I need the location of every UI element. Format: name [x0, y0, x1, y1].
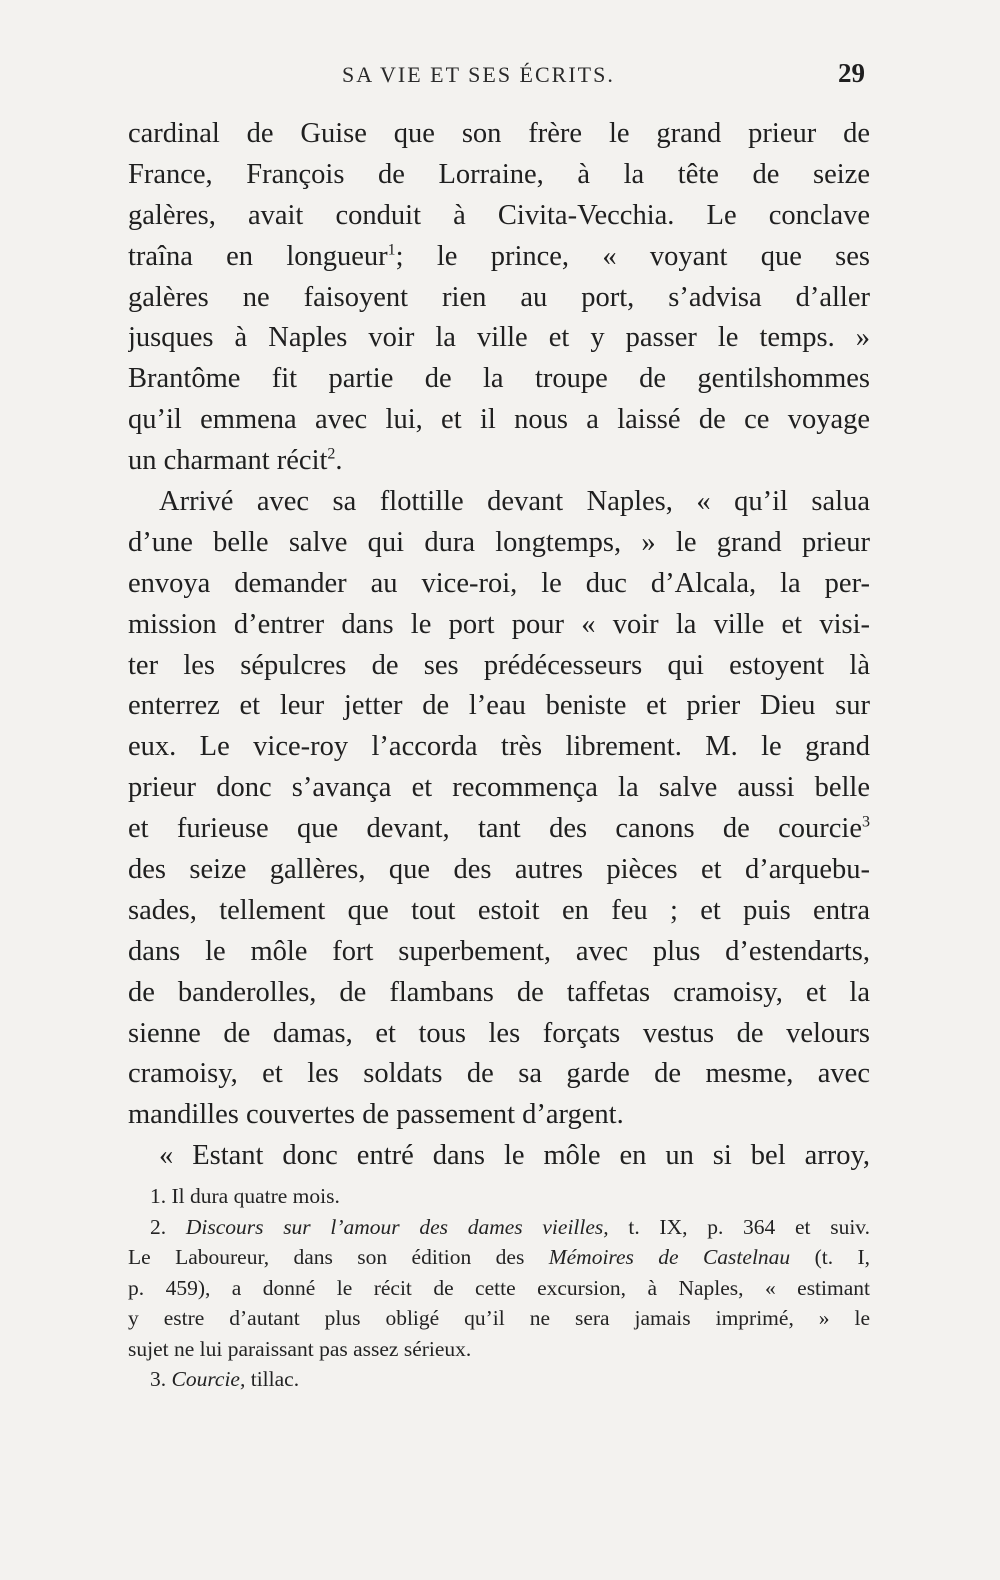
- body-line: galères, avait conduit à Civita-Vecchia. Le conclave: [128, 199, 870, 231]
- body-text: [128, 114, 870, 1177]
- footnote-title: Discours sur l’amour des dames vieilles,: [185, 1214, 609, 1239]
- page-header: [0, 60, 1000, 100]
- body-line: [128, 441, 870, 482]
- body-line: cardinal de Guise que son frère le grand prieur de: [128, 118, 870, 149]
- footnote-line: y estre d’autant plus obligé qu’il ne sera jamais imprimé, » le: [128, 1306, 870, 1330]
- body-line: [128, 237, 870, 278]
- footnote-line: [128, 1242, 870, 1273]
- body-line: mission d’entrer dans le port pour « voir la ville et visi-: [128, 608, 870, 640]
- footnote-term: Courcie,: [171, 1367, 246, 1391]
- body-line-text: ; le prince, « voyant que ses: [395, 240, 870, 272]
- body-line-text: et furieuse que devant, tant des canons de courcie: [128, 813, 862, 845]
- footnote-text: t. IX, p. 364 et suiv.: [628, 1214, 870, 1239]
- body-line-text: un charmant récit: [128, 445, 328, 477]
- body-line: « Estant donc entré dans le môle en un si bel arroy,: [159, 1140, 870, 1172]
- body-line: ter les sépulcres de ses prédécesseurs qui estoyent là: [128, 649, 870, 681]
- body-line: jusques à Naples voir la ville et y passer le temps. »: [128, 322, 870, 354]
- page-number: 29: [838, 58, 865, 88]
- body-line-text: traîna en longueur: [128, 240, 388, 272]
- body-line: France, François de Lorraine, à la tête de seize: [128, 158, 870, 190]
- body-line-text: .: [335, 445, 343, 477]
- footnotes: [128, 1181, 870, 1395]
- body-line: d’une belle salve qui dura longtemps, » le grand prieur: [128, 526, 870, 558]
- body-line: dans le môle fort superbement, avec plus d’estendarts,: [128, 935, 870, 967]
- body-line: Arrivé avec sa flottille devant Naples, « qu’il salua: [159, 486, 870, 518]
- footnote-line: p. 459), a donné le récit de cette excursion, à Naples, « estimant: [128, 1275, 870, 1300]
- footnote-text: tillac.: [250, 1367, 300, 1391]
- body-line: mandilles couvertes de passement d’argent.: [128, 1099, 624, 1131]
- body-line: enterrez et leur jetter de l’eau beniste et prier Dieu sur: [128, 690, 870, 722]
- footnote-ref: 2: [327, 445, 336, 463]
- footnote-title: Mémoires de Castelnau: [548, 1245, 791, 1269]
- body-line: envoya demander au vice-roi, le duc d’Alcala, la per-: [128, 567, 870, 599]
- body-line: prieur donc s’avança et recommença la salve aussi belle: [128, 772, 870, 804]
- footnote-1: 1. Il dura quatre mois.: [150, 1184, 340, 1208]
- body-line: cramoisy, et les soldats de sa garde de mesme, avec: [128, 1058, 870, 1090]
- body-line: sades, tellement que tout estoit en feu ; et puis entra: [128, 894, 870, 926]
- body-line: de banderolles, de flambans de taffetas cramoisy, et la: [128, 976, 870, 1008]
- footnote-text: Le Laboureur, dans son édition des: [128, 1245, 525, 1269]
- body-line: eux. Le vice-roy l’accorda très librement. M. le grand: [128, 731, 870, 763]
- body-line: qu’il emmena avec lui, et il nous a laissé de ce voyage: [128, 404, 870, 436]
- footnote-ref: 1: [387, 241, 396, 259]
- body-line: sienne de damas, et tous les forçats vestus de velours: [128, 1017, 870, 1049]
- body-line: des seize gallères, que des autres pièces et d’arquebu-: [128, 854, 870, 886]
- footnote-text: (t. I,: [814, 1245, 870, 1269]
- footnote-number: 3.: [150, 1367, 167, 1391]
- footnote-ref: 3: [862, 813, 870, 831]
- body-line: galères ne faisoyent rien au port, s’advisa d’aller: [128, 281, 870, 313]
- body-line: [128, 809, 870, 850]
- footnote-line: sujet ne lui paraissant pas assez sérieux.: [128, 1336, 472, 1361]
- body-line: Brantôme fit partie de la troupe de gentilshommes: [128, 363, 870, 395]
- footnote-2: [128, 1212, 870, 1243]
- footnote-number: 2.: [150, 1214, 167, 1239]
- footnote-3: [128, 1364, 870, 1395]
- running-head: SA VIE ET SES ÉCRITS.: [342, 62, 615, 87]
